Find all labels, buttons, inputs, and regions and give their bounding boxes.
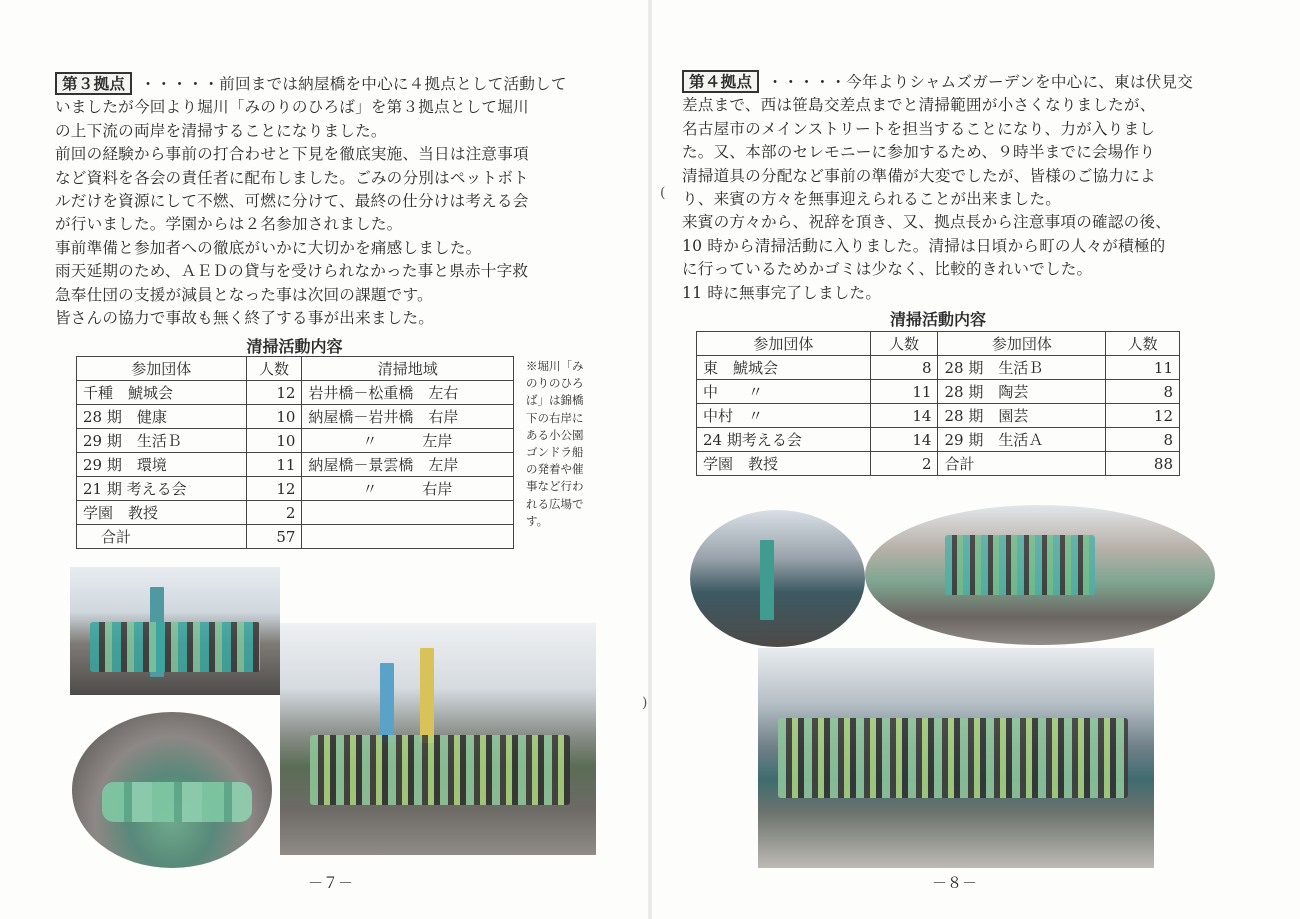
cell-group: 28 期 陶芸 xyxy=(938,380,1106,404)
banner xyxy=(760,540,774,620)
cell-group: 東 鯱城会 xyxy=(697,356,871,380)
left-line-1: 第３拠点 ・・・・・前回までは納屋橋を中心に４拠点として活動して xyxy=(55,72,600,96)
cell-group: 千種 鯱城会 xyxy=(77,381,247,405)
table-row xyxy=(697,404,1180,428)
cell-count: 10 xyxy=(246,429,302,453)
right-line-9: に行っているためかゴミは少なく、比較的きれいでした。 xyxy=(682,260,1093,279)
cell-count: 11 xyxy=(246,453,302,477)
banner xyxy=(380,663,394,743)
right-line-1: 第４拠点 ・・・・・今年よりシャムズガーデンを中心に、東は伏見交 xyxy=(682,70,1232,94)
cell-count: 14 xyxy=(870,428,938,452)
table-row xyxy=(77,429,514,453)
table-row xyxy=(77,477,514,501)
header-group-1: 参加団体 xyxy=(697,332,871,356)
left-line-4: 前回の経験から事前の打合わせと下見を徹底実施、当日は注意事項 xyxy=(55,145,529,164)
cell-group: 学園 教授 xyxy=(77,501,247,525)
cell-group: 29 期 生活Ａ xyxy=(938,428,1106,452)
left-section-tag: 第３拠点 xyxy=(55,72,132,95)
volunteer-group xyxy=(945,535,1095,595)
table-row xyxy=(77,453,514,477)
cell-group: 中村 〃 xyxy=(697,404,871,428)
cell-count: 8 xyxy=(1106,428,1180,452)
left-line-11: 皆さんの協力で事故も無く終了する事が出来ました。 xyxy=(55,309,435,328)
ceremony-photo-banner xyxy=(690,510,865,647)
cell-group: 28 期 園芸 xyxy=(938,404,1106,428)
cell-group: 学園 教授 xyxy=(697,452,871,476)
cell-group: 28 期 健康 xyxy=(77,405,247,429)
cell-count: 11 xyxy=(1106,356,1180,380)
cell-group: 合計 xyxy=(77,525,247,549)
cell-count: 12 xyxy=(246,477,302,501)
horikawa-note: ※堀川「み のりのひろ ば」は錦橋 下の右岸に ある小公園 ゴンドラ船 の発着や催 事など行わ れる広場で す。 xyxy=(526,359,584,528)
cell-area xyxy=(302,525,514,549)
table-row xyxy=(697,356,1180,380)
cell-count: 2 xyxy=(246,501,302,525)
scan-artifact: ( xyxy=(660,185,666,201)
header-count: 人数 xyxy=(246,357,302,381)
volunteer-group xyxy=(90,622,260,672)
table-row xyxy=(77,501,514,525)
cell-area: 〃 左岸 xyxy=(302,429,514,453)
left-line-3: の上下流の両岸を清掃することになりました。 xyxy=(55,121,387,140)
cell-area: 〃 右岸 xyxy=(302,477,514,501)
cell-area: 納屋橋－景雲橋 左岸 xyxy=(302,453,514,477)
table-row xyxy=(77,381,514,405)
banner xyxy=(420,648,434,743)
group-photo-bridge xyxy=(280,623,596,855)
right-activity-table xyxy=(696,331,1180,476)
volunteer-group xyxy=(310,735,570,805)
left-body-text xyxy=(55,72,600,330)
garbage-bags-photo xyxy=(72,712,272,868)
cell-group: 中 〃 xyxy=(697,380,871,404)
cell-group: 28 期 生活Ｂ xyxy=(938,356,1106,380)
right-line-6: り、来賓の方々を無事迎えられることが出来ました。 xyxy=(682,190,1062,209)
left-line-5: など資料を各会の責任者に配布しました。ごみの分別はペットボト xyxy=(55,168,529,187)
right-line-5: 清掃道具の分配など事前の準備が大変でしたが、皆様のご協力によ xyxy=(682,166,1156,185)
left-page-number: －７－ xyxy=(308,874,354,892)
table-row xyxy=(697,452,1180,476)
cell-count: 12 xyxy=(246,381,302,405)
right-section-tag: 第４拠点 xyxy=(682,70,759,93)
table-row xyxy=(697,380,1180,404)
cell-count: 2 xyxy=(870,452,938,476)
left-line-9: 雨天延期のため、ＡＥＤの貸与を受けられなかった事と県赤十字救 xyxy=(55,262,529,281)
ceremony-photo-plaza xyxy=(865,505,1215,645)
header-group-2: 参加団体 xyxy=(938,332,1106,356)
scan-artifact: ) xyxy=(642,695,648,711)
cleanup-photo-riverside xyxy=(70,567,280,695)
right-line-2: 差点まで、西は笹島交差点までと清掃範囲が小さくなりましたが、 xyxy=(682,96,1156,115)
cell-group: 24 期考える会 xyxy=(697,428,871,452)
table-row xyxy=(697,428,1180,452)
cell-area xyxy=(302,501,514,525)
group-photo-garden xyxy=(758,648,1154,868)
table-total-row xyxy=(77,525,514,549)
right-page-number: －８－ xyxy=(932,874,978,892)
cell-group: 合計 xyxy=(938,452,1106,476)
right-line-10: 11 時に無事完了しました。 xyxy=(682,283,882,302)
cell-area: 岩井橋－松重橋 左右 xyxy=(302,381,514,405)
right-line-8: 10 時から清掃活動に入りました。清掃は日頃から町の人々が積極的 xyxy=(682,236,1166,255)
table-header-row xyxy=(697,332,1180,356)
right-body-text xyxy=(682,70,1232,305)
cell-count: 88 xyxy=(1106,452,1180,476)
header-group: 参加団体 xyxy=(77,357,247,381)
right-line-4: た。又、本部のセレモニーに参加するため、９時半までに会場作り xyxy=(682,143,1156,162)
table-header-row xyxy=(77,357,514,381)
left-line-6: ルだけを資源にして不燃、可燃に分けて、最終の仕分けは考える会 xyxy=(55,192,529,211)
cell-group: 21 期 考える会 xyxy=(77,477,247,501)
left-line-8: 事前準備と参加者への徹底がいかに大切かを痛感しました。 xyxy=(55,238,482,257)
cell-group: 29 期 生活Ｂ xyxy=(77,429,247,453)
left-table-title: 清掃活動内容 xyxy=(246,337,343,356)
right-line-3: 名古屋市のメインストリートを担当することになり、力が入りまし xyxy=(682,119,1156,138)
header-area: 清掃地域 xyxy=(302,357,514,381)
cell-group: 29 期 環境 xyxy=(77,453,247,477)
left-line-2: いましたが今回より堀川「みのりのひろば」を第３拠点として堀川 xyxy=(55,98,529,117)
right-line-7: 来賓の方々から、祝辞を頂き、又、拠点長から注意事項の確認の後、 xyxy=(682,213,1171,232)
left-activity-table xyxy=(76,356,514,549)
volunteer-group xyxy=(778,718,1128,798)
left-line-10: 急奉仕団の支援が減員となった事は次回の課題です。 xyxy=(55,285,433,304)
garbage-bags xyxy=(102,782,252,822)
left-line-7: が行いました。学園からは２名参加されました。 xyxy=(55,215,403,234)
cell-count: 57 xyxy=(246,525,302,549)
header-count-1: 人数 xyxy=(870,332,938,356)
cell-count: 14 xyxy=(870,404,938,428)
cell-count: 12 xyxy=(1106,404,1180,428)
cell-area: 納屋橋－岩井橋 右岸 xyxy=(302,405,514,429)
table-row xyxy=(77,405,514,429)
header-count-2: 人数 xyxy=(1106,332,1180,356)
cell-count: 8 xyxy=(870,356,938,380)
cell-count: 11 xyxy=(870,380,938,404)
right-table-title: 清掃活動内容 xyxy=(889,310,986,329)
cell-count: 10 xyxy=(246,405,302,429)
cell-count: 8 xyxy=(1106,380,1180,404)
